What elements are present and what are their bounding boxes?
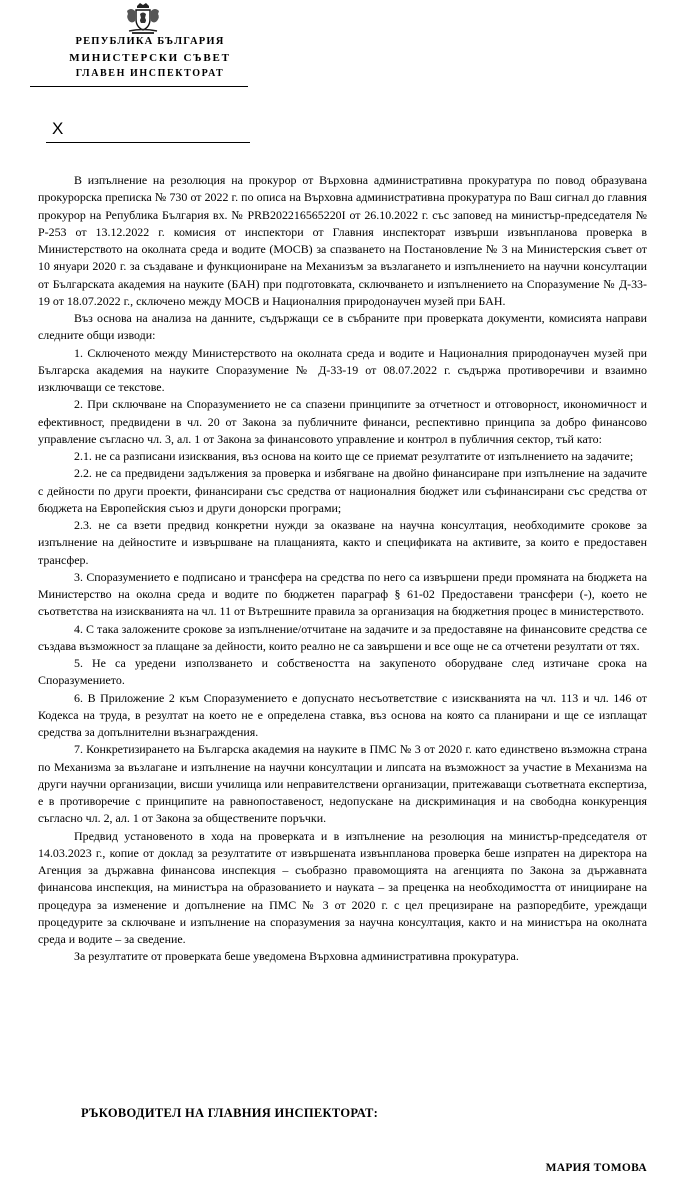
recipient-underline	[46, 142, 250, 143]
finding-2-3-paragraph: 2.3. не са взети предвид конкретни нужди за оказване на научна консултация, необходимите срокове за изпълнение на дейностите и извършване на плащанията, както и спецификата на активите, за които е предоставен трансфер.	[38, 518, 647, 567]
finding-2-paragraph: 2. При сключване на Споразумението не са спазени принципите за отчетност и отговорност, икономичност и ефективност, предвидени в чл. 20 от Закона за публичните финанси, респективно принципа за добро финансово управление съгласно чл. 3, ал. 1 от Закона за финансовото управление и контрол в публичния сектор, тъй като:	[38, 397, 647, 446]
finding-3-paragraph: 3. Споразумението е подписано и трансфера на средства по него са извършени преди промяната на бюджета на Министерство на околна среда и водите по бюджетен параграф § 61-02 Предоставени трансфери (-), което не съответства на изискванията на чл. 11 от Вътрешните правила за организация на бюджетния процес в министерството.	[38, 569, 647, 619]
letter-body	[38, 172, 647, 966]
conclusions-lead-paragraph: Въз основа на анализа на данните, съдържащи се в събраните при проверката документи, комисията направи следните общи изводи:	[38, 311, 647, 343]
finding-2-2-paragraph: 2.2. не са предвидени задължения за проверка и избягване на двойно финансиране при изпълнение на задачите с дейности по други проекти, финансирани със средства от националния бюджет или съфинансирани със средства от бюджета на Европейския съюз и други донорски програми;	[38, 466, 647, 515]
finding-5-paragraph: 5. Не са уредени използването и собствеността на закупеното оборудване след изтичане срока на Споразумението.	[38, 656, 647, 688]
republic-heading: РЕПУБЛИКА БЪЛГАРИЯ	[75, 36, 225, 47]
notification-paragraph: За резултатите от проверката беше уведомена Върховна административна прокуратура.	[74, 949, 519, 964]
ministry-heading: МИНИСТЕРСКИ СЪВЕТ	[69, 52, 231, 64]
coat-of-arms-icon	[124, 2, 162, 36]
recipient-name: X	[52, 119, 64, 138]
finding-4-paragraph: 4. С така заложените срокове за изпълнение/отчитане на задачите и за предоставяне на финансовите средства се създава възможност за плащане за дейности, които реално не са завършени и все още не са отчетени резултати от тях.	[38, 621, 647, 653]
finding-7-paragraph: 7. Конкретизирането на Българска академия на науките в ПМС № 3 от 2020 г. като единствено възможна страна по Механизма за възлагане и изпълнение на научни консултации и липсата на възможност за участие в Механизма на други научни организации, висши училища или неправителствени организации, притежаващи съответната експертиза, е в противоречие с принципите на равнопоставеност, недопускане на дискриминация и на свободна конкуренция съгласно чл. 2, ал. 1 от Закона за обществените поръчки.	[38, 742, 647, 826]
outcome-paragraph: Предвид установеното в хода на проверката и в изпълнение на резолюция на министър-председателя от 14.03.2023 г., копие от доклад за резултатите от извършената извънпланова проверка беше изпратен на директора на Агенция за държавна финансова инспекция – съобразно правомощията на агенцията по Закона за държавната финансова инспекция, на министъра на образованието и науката – за преценка на необходимостта от иницииране на процедура за изменение и допълнение на ПМС № 3 от 2020 г. с цел прецизиране на разпоредбите, уреждащи процедурите за сключване и изпълнение на споразумения за научна консултация, както и на министъра на околната среда и водите – за сведение.	[38, 828, 647, 946]
header-divider	[30, 86, 248, 87]
signatory-name: МАРИЯ ТОМОВА	[545, 1162, 647, 1174]
inspectorate-heading: ГЛАВЕН ИНСПЕКТОРАТ	[75, 68, 225, 79]
signature-title: РЪКОВОДИТЕЛ НА ГЛАВНИЯ ИНСПЕКТОРАТ:	[81, 1106, 379, 1120]
intro-paragraph: В изпълнение на резолюция на прокурор от Върховна административна прокуратура по повод образувана прокурорска преписка № 730 от 2022 г. по описа на Върховна административна прокуратура по Ваш сигнал до главния прокурор на Република България вх. № PRB202216565220I от 26.10.2022 г. със заповед на министър-председателя № Р-253 от 13.12.2022 г. комисия от инспектори от Главния инспекторат извърши извънпланова проверка в Министерството на околната среда и водите (МОСВ) за спазването на Постановление № 3 на Министерския съвет от 10 януари 2020 г. за създаване и функциониране на Механизъм за възлагането и изпълнението на научни консултации от Българската академия на науките (БАН) при подготовката, сключването и изпълнението на Споразумение № Д-33-19 от 18.07.2022 г., сключено между МОСВ и Националния природонаучен музей при БАН.	[38, 173, 647, 308]
finding-2-1-paragraph: 2.1. не са разписани изисквания, въз основа на които ще се приемат резултатите от изпълнението на задачите;	[74, 449, 634, 463]
finding-6-paragraph: 6. В Приложение 2 към Споразумението е допуснато несъответствие с изискванията на чл. 113 и чл. 146 от Кодекса на труда, в резултат на което не е определена ставка, въз основа на която са планирани и ще се изплащат средства за допълнителни възнаграждения.	[38, 690, 647, 739]
finding-1-paragraph: 1. Сключеното между Министерството на околната среда и водите и Националния природонаучен музей при Българска академия на науките Споразумение № Д-33-19 от 08.07.2022 г. съдържа противоречиви и взаимно изключващи се текстове.	[38, 345, 647, 394]
